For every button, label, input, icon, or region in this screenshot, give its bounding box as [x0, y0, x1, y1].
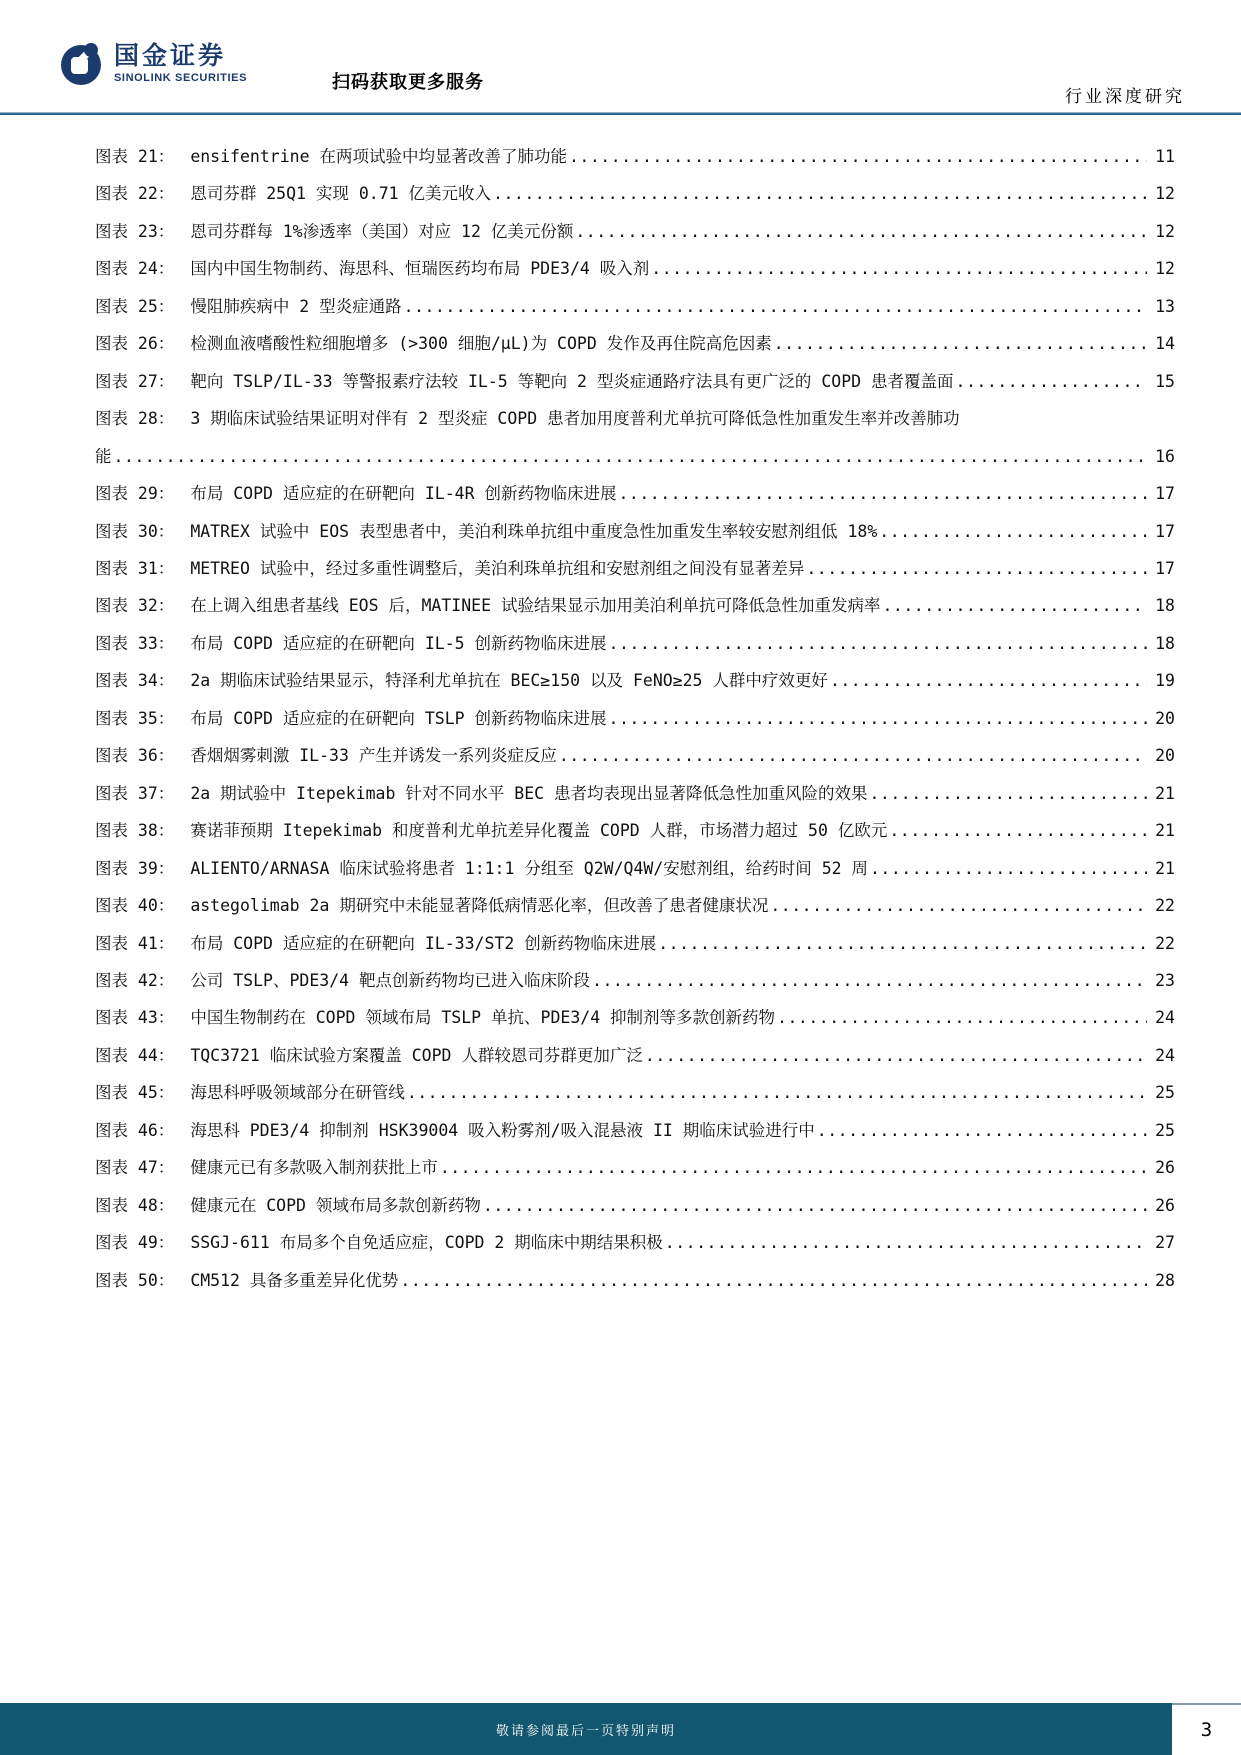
toc-entry-title: 靶向 TSLP/IL-33 等警报素疗法较 IL-5 等靶向 2 型炎症通路疗法具有更广泛的 COPD 患者覆盖面: [190, 371, 954, 391]
toc-entry-title: 2a 期试验中 Itepekimab 针对不同水平 BEC 患者均表现出显著降低急性加重风险的效果: [190, 783, 868, 803]
toc-entry-title: 香烟烟雾刺激 IL-33 产生并诱发一系列炎症反应: [190, 746, 557, 766]
toc-entry: [95, 363, 1175, 400]
toc-entry-page: 24: [1155, 1045, 1175, 1065]
toc-entry-title: 健康元在 COPD 领域布局多款创新药物: [190, 1195, 481, 1215]
toc-entry-page: 12: [1155, 259, 1175, 279]
toc-entry-label: 图表 24：: [95, 259, 175, 279]
toc-entry-title: 3 期临床试验结果证明对伴有 2 型炎症 COPD 患者加用度普利尤单抗可降低急性加重发生率并改善肺功: [190, 409, 960, 429]
toc-entry-label: 图表 40：: [95, 896, 175, 916]
toc-dot-leader: [870, 775, 1148, 812]
toc-dot-leader: [817, 1112, 1147, 1149]
toc-entry-label: 图表 46：: [95, 1120, 175, 1140]
toc-entry-label: 图表 48：: [95, 1195, 175, 1215]
toc-entry: [95, 1149, 1175, 1186]
toc-entry-title: 恩司芬群 25Q1 实现 0.71 亿美元收入: [190, 184, 492, 204]
scan-code-hint: 扫码获取更多服务: [332, 72, 484, 93]
toc-entry: [95, 1112, 1175, 1149]
toc-dot-leader: [114, 438, 1148, 475]
toc-entry-title: 布局 COPD 适应症的在研靶向 IL-4R 创新药物临床进展: [190, 484, 617, 504]
toc-entry-title: 在上调入组患者基线 EOS 后，MATINEE 试验结果显示加用美泊利单抗可降低急性加重发病率: [190, 596, 881, 616]
toc-dot-leader: [879, 513, 1147, 550]
toc-entry-page: 26: [1155, 1195, 1175, 1215]
toc-entry: [95, 625, 1175, 662]
toc-entry-label: 图表 31：: [95, 558, 175, 578]
toc-entry: [95, 737, 1175, 774]
toc-entry-label: 图表 32：: [95, 596, 175, 616]
toc-entry-page: 17: [1155, 558, 1175, 578]
toc-entry: [95, 550, 1175, 587]
toc-dot-leader: [882, 587, 1147, 624]
toc-entry: [95, 438, 1175, 475]
toc-dot-leader: [870, 850, 1147, 887]
toc-entry-title: 国内中国生物制药、海思科、恒瑞医药均布局 PDE3/4 吸入剂: [190, 259, 650, 279]
toc-entry: [95, 213, 1175, 250]
toc-entry-label: 图表 37：: [95, 783, 175, 803]
toc-dot-leader: [774, 325, 1147, 362]
toc-entry: [95, 1074, 1175, 1111]
toc-entry-title: 慢阻肺疾病中 2 型炎症通路: [190, 296, 402, 316]
toc-entry: [95, 850, 1175, 887]
toc-dot-leader: [665, 1224, 1147, 1261]
toc-dot-leader: [407, 1074, 1147, 1111]
toc-dot-leader: [483, 1187, 1147, 1224]
toc-entry-title: 恩司芬群每 1%渗透率（美国）对应 12 亿美元份额: [190, 221, 574, 241]
toc-dot-leader: [592, 962, 1147, 999]
toc-entry-title: 赛诺菲预期 Itepekimab 和度普利尤单抗差异化覆盖 COPD 人群，市场潜力超过 50 亿欧元: [190, 821, 888, 841]
toc-entry-label: 图表 27：: [95, 371, 175, 391]
toc-entry-label: 图表 38：: [95, 821, 175, 841]
toc-dot-leader: [404, 288, 1147, 325]
toc-entry-page: 22: [1155, 933, 1175, 953]
toc-entry-label: 图表 29：: [95, 484, 175, 504]
table-of-figures: [95, 138, 1175, 1299]
toc-entry-page: 25: [1155, 1120, 1175, 1140]
toc-dot-leader: [830, 662, 1147, 699]
toc-entry-label: 图表 22：: [95, 184, 175, 204]
toc-entry: [95, 475, 1175, 512]
toc-entry-page: 12: [1155, 221, 1175, 241]
toc-entry: [95, 325, 1175, 362]
toc-entry-label: 图表 34：: [95, 671, 175, 691]
page-footer: [0, 1703, 1241, 1755]
logo-chinese-name: 国金证券: [114, 41, 227, 70]
toc-entry-page: 26: [1155, 1158, 1175, 1178]
toc-entry-label: 图表 44：: [95, 1045, 175, 1065]
toc-entry-label: 图表 39：: [95, 858, 175, 878]
toc-dot-leader: [440, 1149, 1147, 1186]
toc-entry-label: 图表 26：: [95, 334, 175, 354]
toc-entry-page: 22: [1155, 896, 1175, 916]
toc-entry-title: SSGJ-611 布局多个自免适应症，COPD 2 期临床中期结果积极: [190, 1233, 663, 1253]
toc-entry-title: 检测血液嗜酸性粒细胞增多 (>300 细胞/μL)为 COPD 发作及再住院高危因素: [190, 334, 772, 354]
logo-english-name: SINOLINK SECURITIES: [114, 72, 248, 84]
toc-dot-leader: [658, 925, 1147, 962]
toc-entry-page: 14: [1155, 334, 1175, 354]
toc-dot-leader: [645, 1037, 1147, 1074]
toc-entry-page: 17: [1155, 484, 1175, 504]
toc-entry-label: 图表 28：: [95, 409, 175, 429]
toc-dot-leader: [575, 213, 1147, 250]
toc-entry-page: 12: [1155, 184, 1175, 204]
toc-entry: [95, 1224, 1175, 1261]
toc-entry: [95, 513, 1175, 550]
toc-entry-title: TQC3721 临床试验方案覆盖 COPD 人群较恩司芬群更加广泛: [190, 1045, 643, 1065]
page-number-box: [1172, 1703, 1241, 1755]
toc-dot-leader: [770, 887, 1147, 924]
toc-entry: [95, 700, 1175, 737]
sinolink-logo-icon: [60, 42, 104, 86]
toc-entry-page: 13: [1155, 296, 1175, 316]
toc-entry: [95, 962, 1175, 999]
header-divider: [0, 112, 1241, 115]
toc-entry-page: 25: [1155, 1083, 1175, 1103]
toc-entry-page: 20: [1155, 708, 1175, 728]
toc-entry-page: 27: [1155, 1233, 1175, 1253]
toc-entry-page: 17: [1155, 521, 1175, 541]
toc-dot-leader: [559, 737, 1147, 774]
toc-entry-label: 图表 45：: [95, 1083, 175, 1103]
toc-entry: [95, 587, 1175, 624]
toc-entry-title: MATREX 试验中 EOS 表型患者中，美泊利珠单抗组中重度急性加重发生率较安慰剂组低 18%: [190, 521, 878, 541]
toc-entry-page: 20: [1155, 746, 1175, 766]
toc-entry: [95, 288, 1175, 325]
toc-entry-title: ensifentrine 在两项试验中均显著改善了肺功能: [190, 147, 567, 166]
toc-entry-label: 图表 35：: [95, 708, 175, 728]
toc-entry: [95, 999, 1175, 1036]
page-header: [0, 0, 1241, 116]
toc-entry: [95, 1262, 1175, 1299]
toc-dot-leader: [777, 999, 1147, 1036]
toc-entry-label: 图表 33：: [95, 633, 175, 653]
toc-entry-label: 图表 42：: [95, 970, 175, 990]
toc-entry: [95, 887, 1175, 924]
toc-entry-title: ALIENTO/ARNASA 临床试验将患者 1:1:1 分组至 Q2W/Q4W/安慰剂组，给药时间 52 周: [190, 858, 868, 878]
toc-dot-leader: [609, 625, 1147, 662]
toc-entry-title: 中国生物制药在 COPD 领域布局 TSLP 单抗、PDE3/4 抑制剂等多款创新药物: [190, 1008, 776, 1028]
toc-entry-title: 布局 COPD 适应症的在研靶向 TSLP 创新药物临床进展: [190, 708, 607, 728]
toc-entry-page: 21: [1155, 783, 1175, 803]
toc-entry: [95, 250, 1175, 287]
toc-entry: [95, 138, 1175, 175]
toc-entry-page: 15: [1155, 371, 1175, 391]
toc-entry-title: 2a 期临床试验结果显示，特泽利尤单抗在 BEC≥150 以及 FeNO≥25 人群中疗效更好: [190, 671, 828, 691]
toc-entry: [95, 400, 1175, 437]
toc-entry-label: 图表 43：: [95, 1008, 175, 1028]
toc-entry: [95, 925, 1175, 962]
toc-dot-leader: [889, 812, 1147, 849]
toc-dot-leader: [400, 1262, 1147, 1299]
toc-entry-label: 图表 49：: [95, 1233, 175, 1253]
toc-entry-title: 能: [95, 446, 112, 466]
toc-entry-page: 21: [1155, 821, 1175, 841]
toc-entry-title: 布局 COPD 适应症的在研靶向 IL-33/ST2 创新药物临床进展: [190, 933, 657, 953]
toc-entry-page: 24: [1155, 1008, 1175, 1028]
sinolink-logo: [60, 42, 247, 86]
toc-entry-label: 图表 47：: [95, 1158, 175, 1178]
toc-entry: [95, 775, 1175, 812]
toc-entry-page: 23: [1155, 970, 1175, 990]
toc-dot-leader: [618, 475, 1147, 512]
toc-entry-page: 18: [1155, 596, 1175, 616]
toc-entry-title: astegolimab 2a 期研究中未能显著降低病情恶化率，但改善了患者健康状况: [190, 896, 769, 916]
toc-dot-leader: [651, 250, 1147, 287]
toc-entry-title: METREO 试验中，经过多重性调整后，美泊利珠单抗组和安慰剂组之间没有显著差异: [190, 558, 805, 578]
toc-entry: [95, 1037, 1175, 1074]
toc-entry-label: 图表 50：: [95, 1270, 175, 1290]
toc-entry-label: 图表 30：: [95, 521, 175, 541]
toc-entry-page: 11: [1155, 147, 1175, 166]
toc-dot-leader: [956, 363, 1147, 400]
toc-entry-page: 21: [1155, 858, 1175, 878]
toc-entry-label: 图表 25：: [95, 296, 175, 316]
toc-entry-label: 图表 41：: [95, 933, 175, 953]
toc-entry-page: 18: [1155, 633, 1175, 653]
toc-entry-label: 图表 21：: [95, 147, 175, 166]
toc-entry: [95, 1187, 1175, 1224]
toc-entry-title: CM512 具备多重差异化优势: [190, 1270, 399, 1290]
toc-entry-page: 28: [1155, 1270, 1175, 1290]
toc-dot-leader: [806, 550, 1147, 587]
toc-dot-leader: [493, 175, 1147, 212]
toc-dot-leader: [569, 138, 1147, 175]
toc-entry-title: 公司 TSLP、PDE3/4 靶点创新药物均已进入临床阶段: [190, 970, 591, 990]
toc-entry-page: 19: [1155, 671, 1175, 691]
report-category-label: 行业深度研究: [1065, 87, 1185, 107]
footer-disclaimer-bar: [0, 1703, 1172, 1755]
toc-entry: [95, 812, 1175, 849]
toc-dot-leader: [609, 700, 1147, 737]
toc-entry-title: 健康元已有多款吸入制剂获批上市: [190, 1158, 438, 1178]
toc-entry-page: 16: [1155, 446, 1175, 466]
toc-entry-title: 海思科 PDE3/4 抑制剂 HSK39004 吸入粉雾剂/吸入混悬液 II 期临床试验进行中: [190, 1120, 815, 1140]
toc-entry-label: 图表 23：: [95, 221, 175, 241]
toc-entry-title: 布局 COPD 适应症的在研靶向 IL-5 创新药物临床进展: [190, 633, 607, 653]
toc-entry: [95, 175, 1175, 212]
toc-entry-label: 图表 36：: [95, 746, 175, 766]
footer-disclaimer-text: 敬请参阅最后一页特别声明: [495, 1723, 676, 1739]
toc-entry: [95, 662, 1175, 699]
page-number: 3: [1200, 1719, 1213, 1741]
toc-entry-title: 海思科呼吸领域部分在研管线: [190, 1083, 405, 1103]
